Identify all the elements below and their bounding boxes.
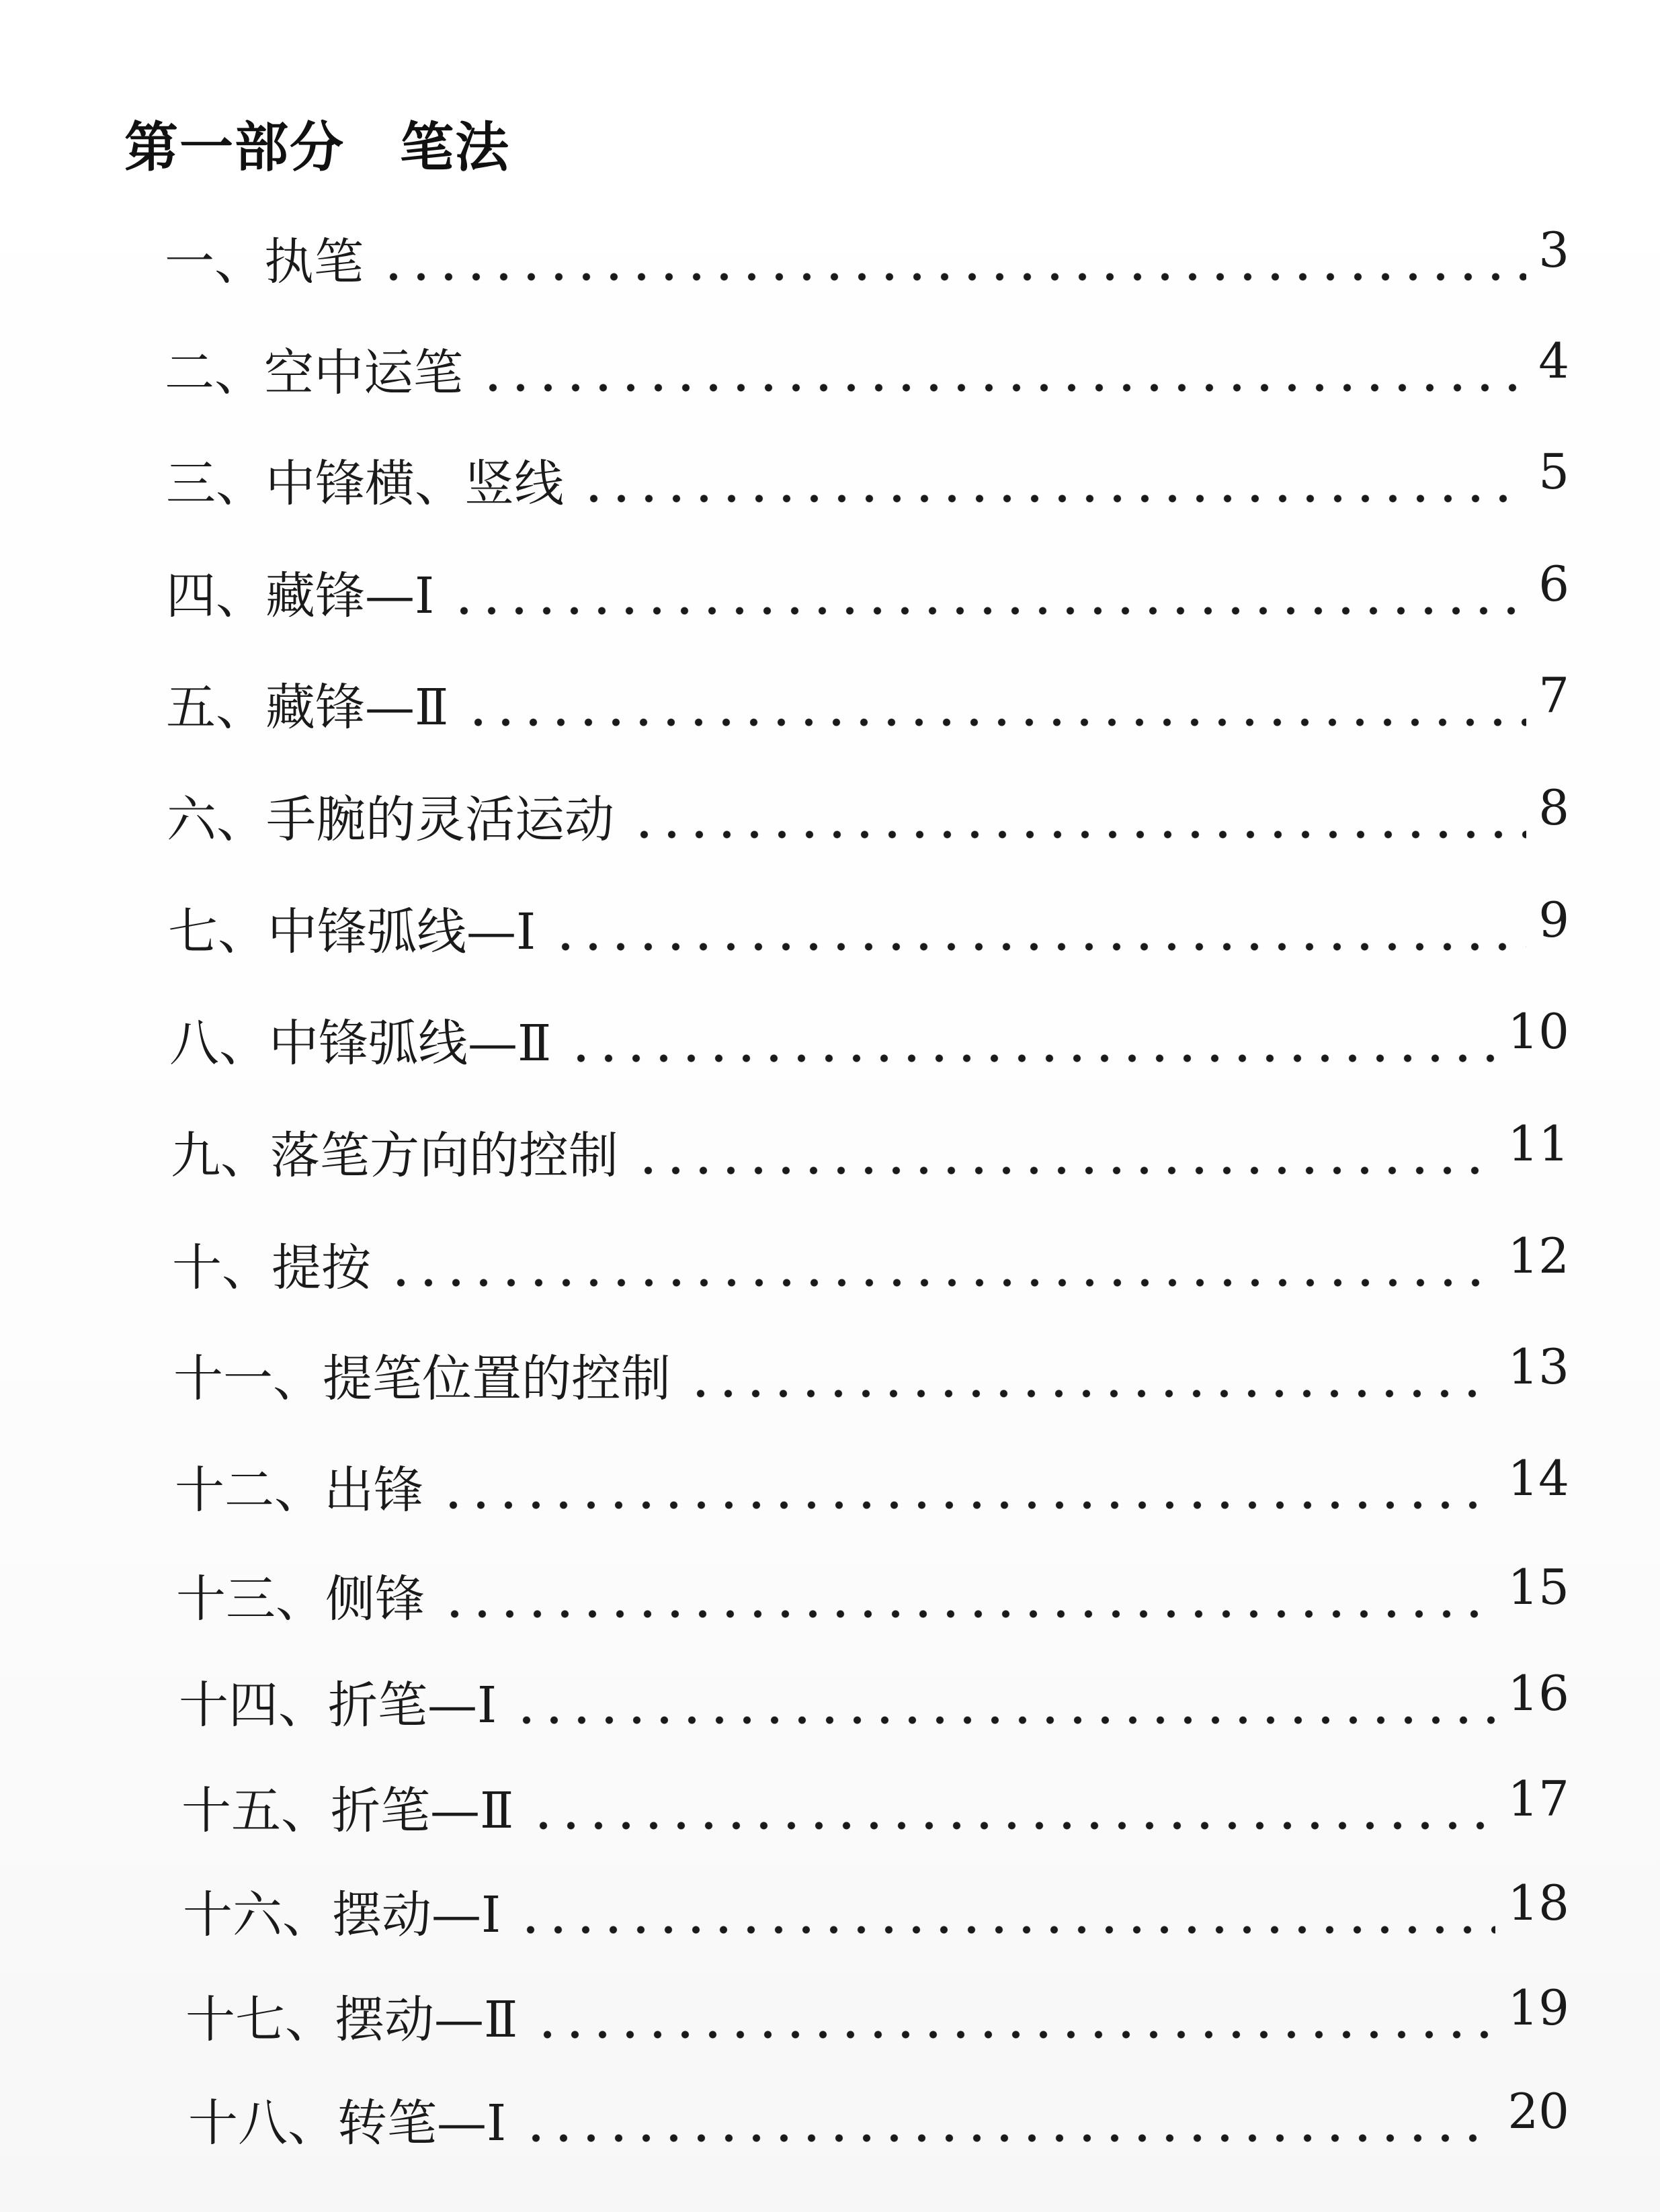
toc-entry[interactable] xyxy=(179,1665,1569,1746)
toc-entry-page: 5 xyxy=(1538,443,1569,500)
toc-entry-page: 7 xyxy=(1538,667,1569,724)
toc-entry-page: 9 xyxy=(1538,892,1569,948)
toc-entry[interactable] xyxy=(172,1228,1569,1308)
toc-entry-label: 二、空中运笔 xyxy=(165,344,463,402)
toc-entry-page: 13 xyxy=(1507,1338,1569,1395)
dot-leader xyxy=(530,1771,1495,1851)
toc-entry-label: 十二、出锋 xyxy=(175,1461,423,1519)
toc-entry-label: 七、中锋弧线—Ⅰ xyxy=(168,903,536,961)
toc-entry[interactable] xyxy=(167,779,1569,860)
dot-leader xyxy=(387,1228,1495,1308)
toc-entry-page: 4 xyxy=(1538,333,1569,389)
dot-leader xyxy=(441,1559,1495,1640)
toc-entry[interactable] xyxy=(166,556,1569,636)
toc-entry[interactable] xyxy=(171,1115,1569,1196)
toc-entry-page: 8 xyxy=(1538,779,1569,836)
toc-entry[interactable] xyxy=(166,667,1569,748)
toc-entry-page: 3 xyxy=(1538,222,1569,278)
toc-entry[interactable] xyxy=(181,1771,1569,1851)
toc-entry-label: 十、提按 xyxy=(172,1239,371,1297)
dot-leader xyxy=(517,1875,1495,1955)
dot-leader xyxy=(440,1450,1495,1531)
toc-entry-label: 十八、转笔—Ⅰ xyxy=(188,2094,507,2152)
toc-entry-page: 6 xyxy=(1538,556,1569,612)
dot-leader xyxy=(450,556,1526,636)
dot-leader xyxy=(513,1665,1495,1746)
toc-entry-label: 一、执笔 xyxy=(165,233,364,291)
toc-entry-label: 四、藏锋—Ⅰ xyxy=(166,567,435,625)
section-title: 第一部分 笔法 xyxy=(124,116,510,179)
toc-entry[interactable] xyxy=(175,1450,1569,1531)
dot-leader xyxy=(552,892,1526,972)
dot-leader xyxy=(380,222,1526,302)
toc-entry-page: 10 xyxy=(1507,1003,1569,1060)
toc-entry-page: 14 xyxy=(1507,1450,1569,1506)
toc-entry-label: 十五、折笔—Ⅱ xyxy=(181,1782,514,1840)
dot-leader xyxy=(479,333,1526,413)
toc-entry-label: 六、手腕的灵活运动 xyxy=(167,791,614,849)
toc-entry-label: 十六、摆动—Ⅰ xyxy=(183,1886,501,1944)
toc-entry-label: 八、中锋弧线—Ⅱ xyxy=(169,1015,552,1072)
toc-entry-page: 11 xyxy=(1507,1115,1569,1172)
toc-entry-page: 20 xyxy=(1507,2083,1569,2139)
toc-entry-label: 三、中锋横、竖线 xyxy=(166,455,564,513)
toc-entry[interactable] xyxy=(168,892,1569,972)
toc-entry-label: 十七、摆动—Ⅱ xyxy=(185,1991,518,2049)
toc-entry-page: 17 xyxy=(1507,1771,1569,1827)
toc-entry-page: 19 xyxy=(1507,1980,1569,2036)
toc-entry[interactable] xyxy=(185,1980,1569,2060)
dot-leader xyxy=(634,1115,1495,1196)
toc-entry-page: 16 xyxy=(1507,1665,1569,1721)
toc-entry[interactable] xyxy=(173,1338,1569,1419)
toc-entry[interactable] xyxy=(166,443,1569,524)
dot-leader xyxy=(580,443,1526,524)
toc-entry[interactable] xyxy=(183,1875,1569,1955)
toc-entry-label: 十三、侧锋 xyxy=(176,1570,425,1628)
toc-entry[interactable] xyxy=(169,1003,1569,1084)
toc-entry-label: 十一、提笔位置的控制 xyxy=(173,1350,671,1408)
dot-leader xyxy=(522,2083,1495,2164)
toc-entry-label: 十四、折笔—Ⅰ xyxy=(179,1676,497,1734)
toc-entry-label: 九、落笔方向的控制 xyxy=(171,1127,618,1185)
toc-entry-page: 12 xyxy=(1507,1228,1569,1284)
dot-leader xyxy=(687,1338,1495,1419)
toc-entry-label: 五、藏锋—Ⅱ xyxy=(166,679,449,736)
dot-leader xyxy=(534,1980,1495,2060)
toc-entry-page: 15 xyxy=(1507,1559,1569,1615)
dot-leader xyxy=(630,779,1526,860)
toc-entry-page: 18 xyxy=(1507,1875,1569,1931)
dot-leader xyxy=(567,1003,1495,1084)
toc-entry[interactable] xyxy=(165,222,1569,302)
toc-entry[interactable] xyxy=(188,2083,1569,2164)
toc-entry[interactable] xyxy=(165,333,1569,413)
toc-entry[interactable] xyxy=(176,1559,1569,1640)
dot-leader xyxy=(464,667,1526,748)
